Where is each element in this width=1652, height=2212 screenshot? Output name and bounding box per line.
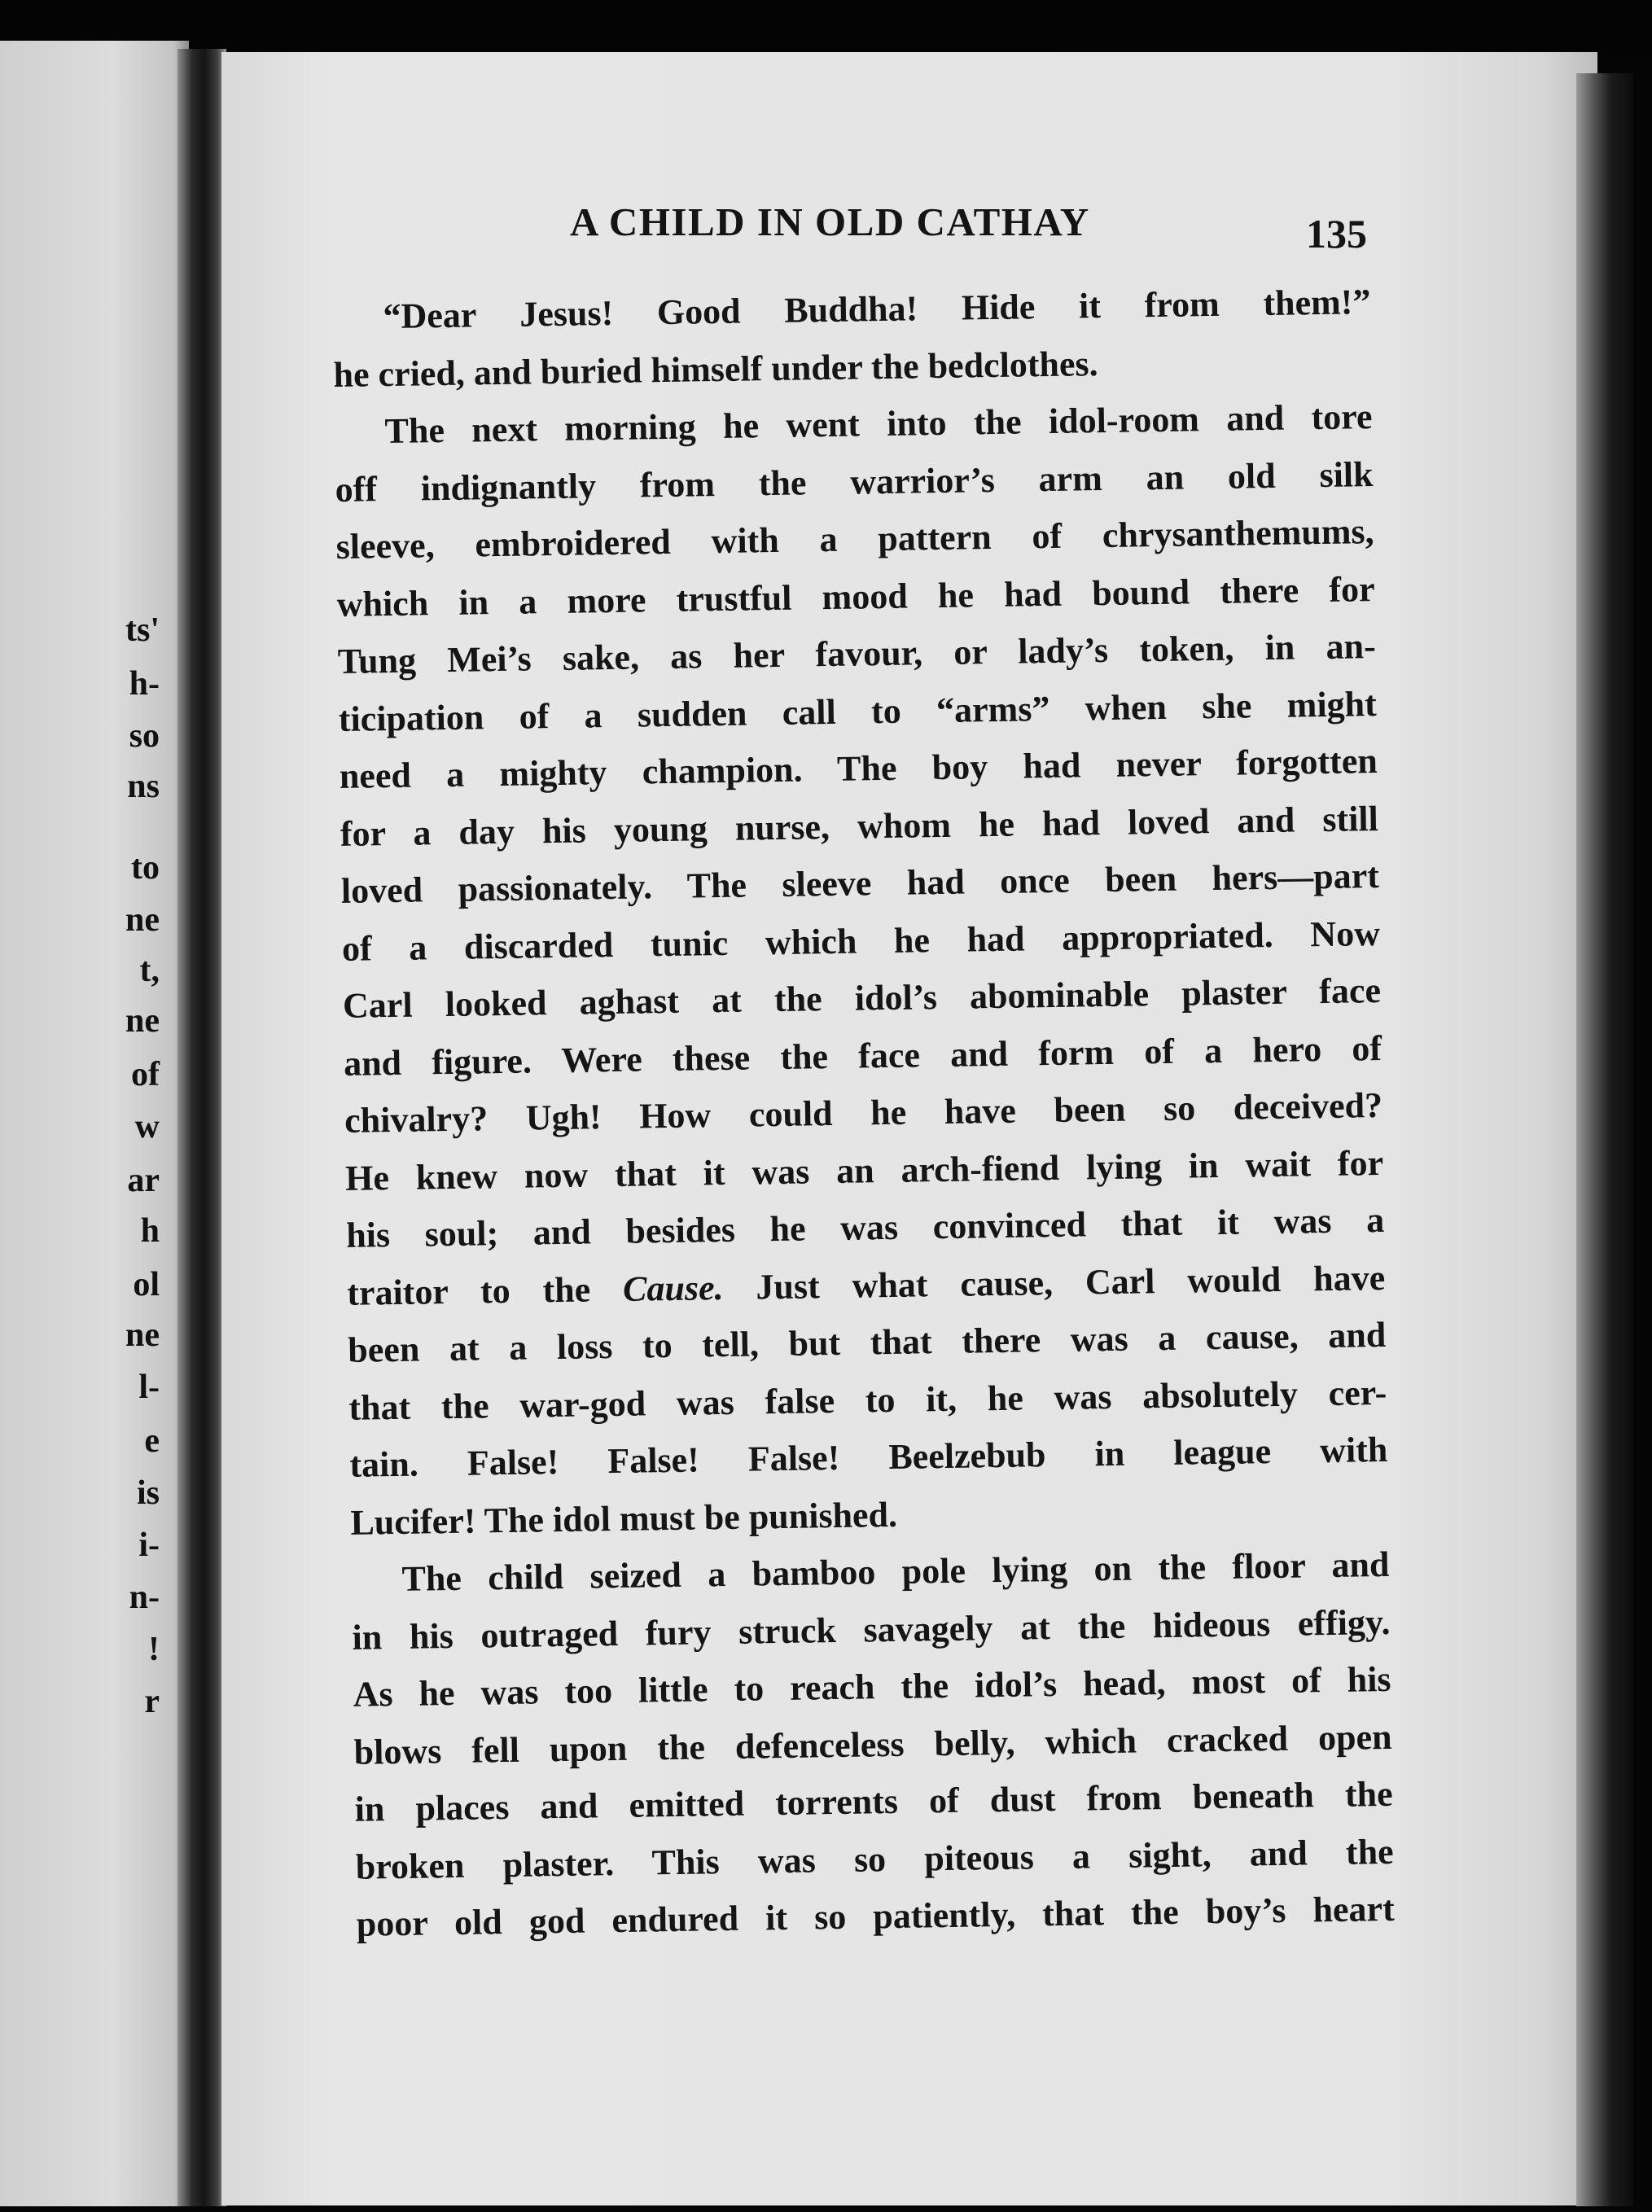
left-page-fragment: is (136, 1474, 160, 1512)
running-title: A CHILD IN OLD CATHAY (570, 199, 1090, 244)
text-line: Lucifer! The idol must be punished. (350, 1494, 898, 1543)
text-line: and figure. Were these the face and form of a hero of (343, 1027, 1383, 1084)
text-line: that the war-god was false to it, he was absolutely cer- (348, 1372, 1387, 1428)
text-line: sleeve, embroidered with a pattern of chrysanthemums, (335, 511, 1374, 567)
left-page-fragment: h (140, 1212, 160, 1250)
left-page-fragment: ne (125, 1002, 160, 1040)
text-line: Tung Mei’s sake, as her favour, or lady’s token, in an- (337, 626, 1377, 681)
page-right-edge (1576, 73, 1633, 2206)
text-line: “Dear Jesus! Good Buddha! Hide it from them!” (383, 282, 1371, 337)
left-page-fragment: h- (129, 665, 160, 703)
body-text (332, 274, 1395, 1953)
left-page-fragment: ne (125, 1316, 160, 1354)
left-page-fragment: ! (148, 1631, 160, 1668)
scan-top-border (0, 0, 1652, 57)
left-page-fragment: l- (138, 1369, 160, 1406)
text-line: ticipation of a sudden call to “arms” when she might (338, 683, 1378, 739)
left-page-fragment: ol (133, 1266, 160, 1303)
text-line: his soul; and besides he was convinced that it was a (345, 1199, 1385, 1255)
text-line: for a day his young nurse, whom he had loved and still (340, 798, 1379, 854)
text-line: The child seized a bamboo pole lying on the floor and (401, 1544, 1390, 1599)
text-line: broken plaster. This was so piteous a sight, and the (355, 1831, 1394, 1887)
text-line: off indignantly from the warrior’s arm an old silk (335, 453, 1374, 510)
left-page-fragment: t, (139, 952, 160, 989)
text-line: blows fell upon the defenceless belly, which cracked open (353, 1716, 1392, 1772)
left-page-fragment: ns (127, 768, 160, 805)
text-line: He knew now that it was an arch-fiend lying in wait for (344, 1142, 1384, 1198)
left-page-fragment: e (144, 1422, 160, 1460)
text-line: Carl looked aghast at the idol’s abominable plaster face (342, 970, 1382, 1026)
left-page-fragment: of (131, 1056, 160, 1093)
page-number: 135 (1306, 211, 1367, 256)
left-page-fragment: ar (127, 1162, 160, 1199)
left-page-fragment: r (144, 1683, 160, 1720)
left-page-fragment: i- (138, 1526, 160, 1564)
text-line: tain. False! False! False! Beelzebub in league with (349, 1429, 1388, 1485)
left-page-fragment: ts' (125, 611, 160, 649)
text-line: in places and emitted torrents of dust from beneath the (354, 1773, 1393, 1829)
left-page-fragment: n- (129, 1579, 160, 1616)
text-line: poor old god endured it so patiently, that the boy’s heart (356, 1888, 1396, 1944)
left-page-fragment: ne (125, 901, 160, 939)
text-line: traitor to the Cause. Just what cause, Carl would have (346, 1257, 1386, 1313)
text-line: chivalry? Ugh! How could he have been so deceived? (344, 1084, 1383, 1141)
text-line: loved passionately. The sleeve had once been hers—part (340, 856, 1380, 911)
left-facing-page (0, 41, 189, 2206)
left-page-fragment: so (129, 717, 160, 755)
text-line: need a mighty champion. The boy had never forgotten (339, 741, 1378, 796)
text-line: he cried, and buried himself under the bedclothes. (333, 343, 1098, 395)
text-line: As he was too little to reach the idol’s head, most of his (353, 1658, 1391, 1715)
text-line: been at a loss to tell, but that there was a cause, and (347, 1314, 1387, 1370)
left-page-fragment: w (134, 1108, 160, 1145)
text-line: of a discarded tunic which he had appropriated. Now (341, 913, 1381, 969)
text-line: which in a more trustful mood he had bound there for (336, 568, 1375, 624)
text-line: The next morning he went into the idol-room and tore (384, 396, 1373, 452)
book-gutter (177, 49, 226, 2206)
text-line: in his outraged fury struck savagely at the hideous effigy. (352, 1601, 1391, 1658)
left-page-fragment: to (131, 849, 160, 887)
